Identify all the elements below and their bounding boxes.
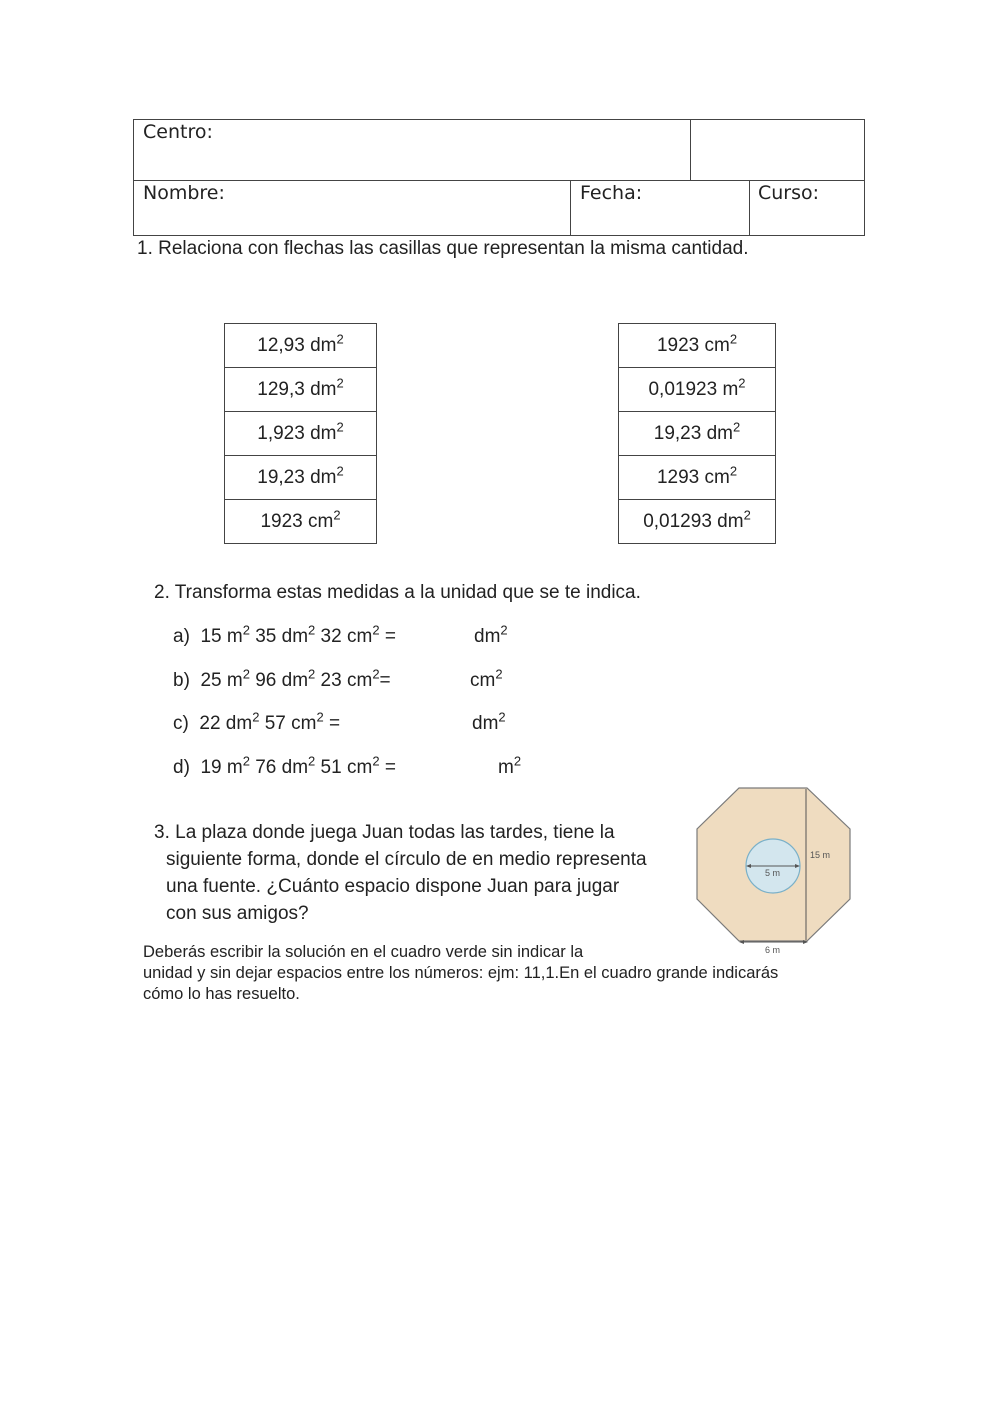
conversion-item: c) 22 $dm^2$ 57 $cm^2$ = [173,709,341,734]
left-cell[interactable]: 129,3 $dm^2$ [225,368,377,412]
left-cell[interactable]: 1923 $cm^2$ [225,500,377,544]
right-cell[interactable]: 1923 $cm^2$ [619,324,776,368]
centro-label: Centro: [143,121,213,143]
right-cell[interactable]: 0,01293 $dm^2$ [619,500,776,544]
divider [134,180,864,181]
right-cell[interactable]: 0,01923 $m^2$ [619,368,776,412]
conversion-item: d) 19 $m^2$ 76 $dm^2$ 51 $cm^2$ = [173,753,396,778]
right-cell[interactable]: 19,23 $dm^2$ [619,412,776,456]
divider [690,120,691,180]
conversion-item: b) 25 $m^2$ 96 $dm^2$ 23 $cm^2=$ [173,666,391,691]
curso-label: Curso: [758,182,820,204]
left-cell[interactable]: 1,923 $dm^2$ [225,412,377,456]
answer-unit[interactable]: $dm^2$ [474,622,508,647]
divider [749,180,750,235]
label-15m: 15 m [810,850,831,860]
question-1-title: 1. Relaciona con flechas las casillas que representan la misma cantidad. [137,238,749,259]
divider [570,180,571,235]
header-table [133,119,865,236]
right-cell[interactable]: 1293 $cm^2$ [619,456,776,500]
answer-unit[interactable]: $dm^2$ [472,709,506,734]
left-units-table [224,323,377,544]
nombre-label: Nombre: [143,182,225,204]
conversion-item: a) 15 $m^2$ 35 $dm^2$ 32 $cm^2$ = [173,622,396,647]
answer-unit[interactable]: $m^2$ [498,753,522,778]
question-3-text: 3. La plaza donde juega Juan todas las tardes, tiene la siguiente forma, donde el círculo de en medio representa una fuente. ¿Cuánto espacio dispone Juan para jugar con sus amigos? [154,822,647,924]
instructions-note: Deberás escribir la solución en el cuadro verde sin indicar la unidad y sin dejar espacios entre los números: ejm: 11,1.En el cuadro grande indicarás cómo lo has resuelto. [143,943,779,1003]
left-cell[interactable]: 19,23 $dm^2$ [225,456,377,500]
left-cell[interactable]: 12,93 $dm^2$ [225,324,377,368]
octagon-plaza-figure [690,782,860,960]
label-5m: 5 m [765,868,781,878]
answer-unit[interactable]: $cm^2$ [470,666,503,691]
label-6m: 6 m [765,945,781,955]
question-2-title: 2. Transforma estas medidas a la unidad que se te indica. [154,582,641,603]
right-units-table [618,323,776,544]
fecha-label: Fecha: [580,182,643,204]
